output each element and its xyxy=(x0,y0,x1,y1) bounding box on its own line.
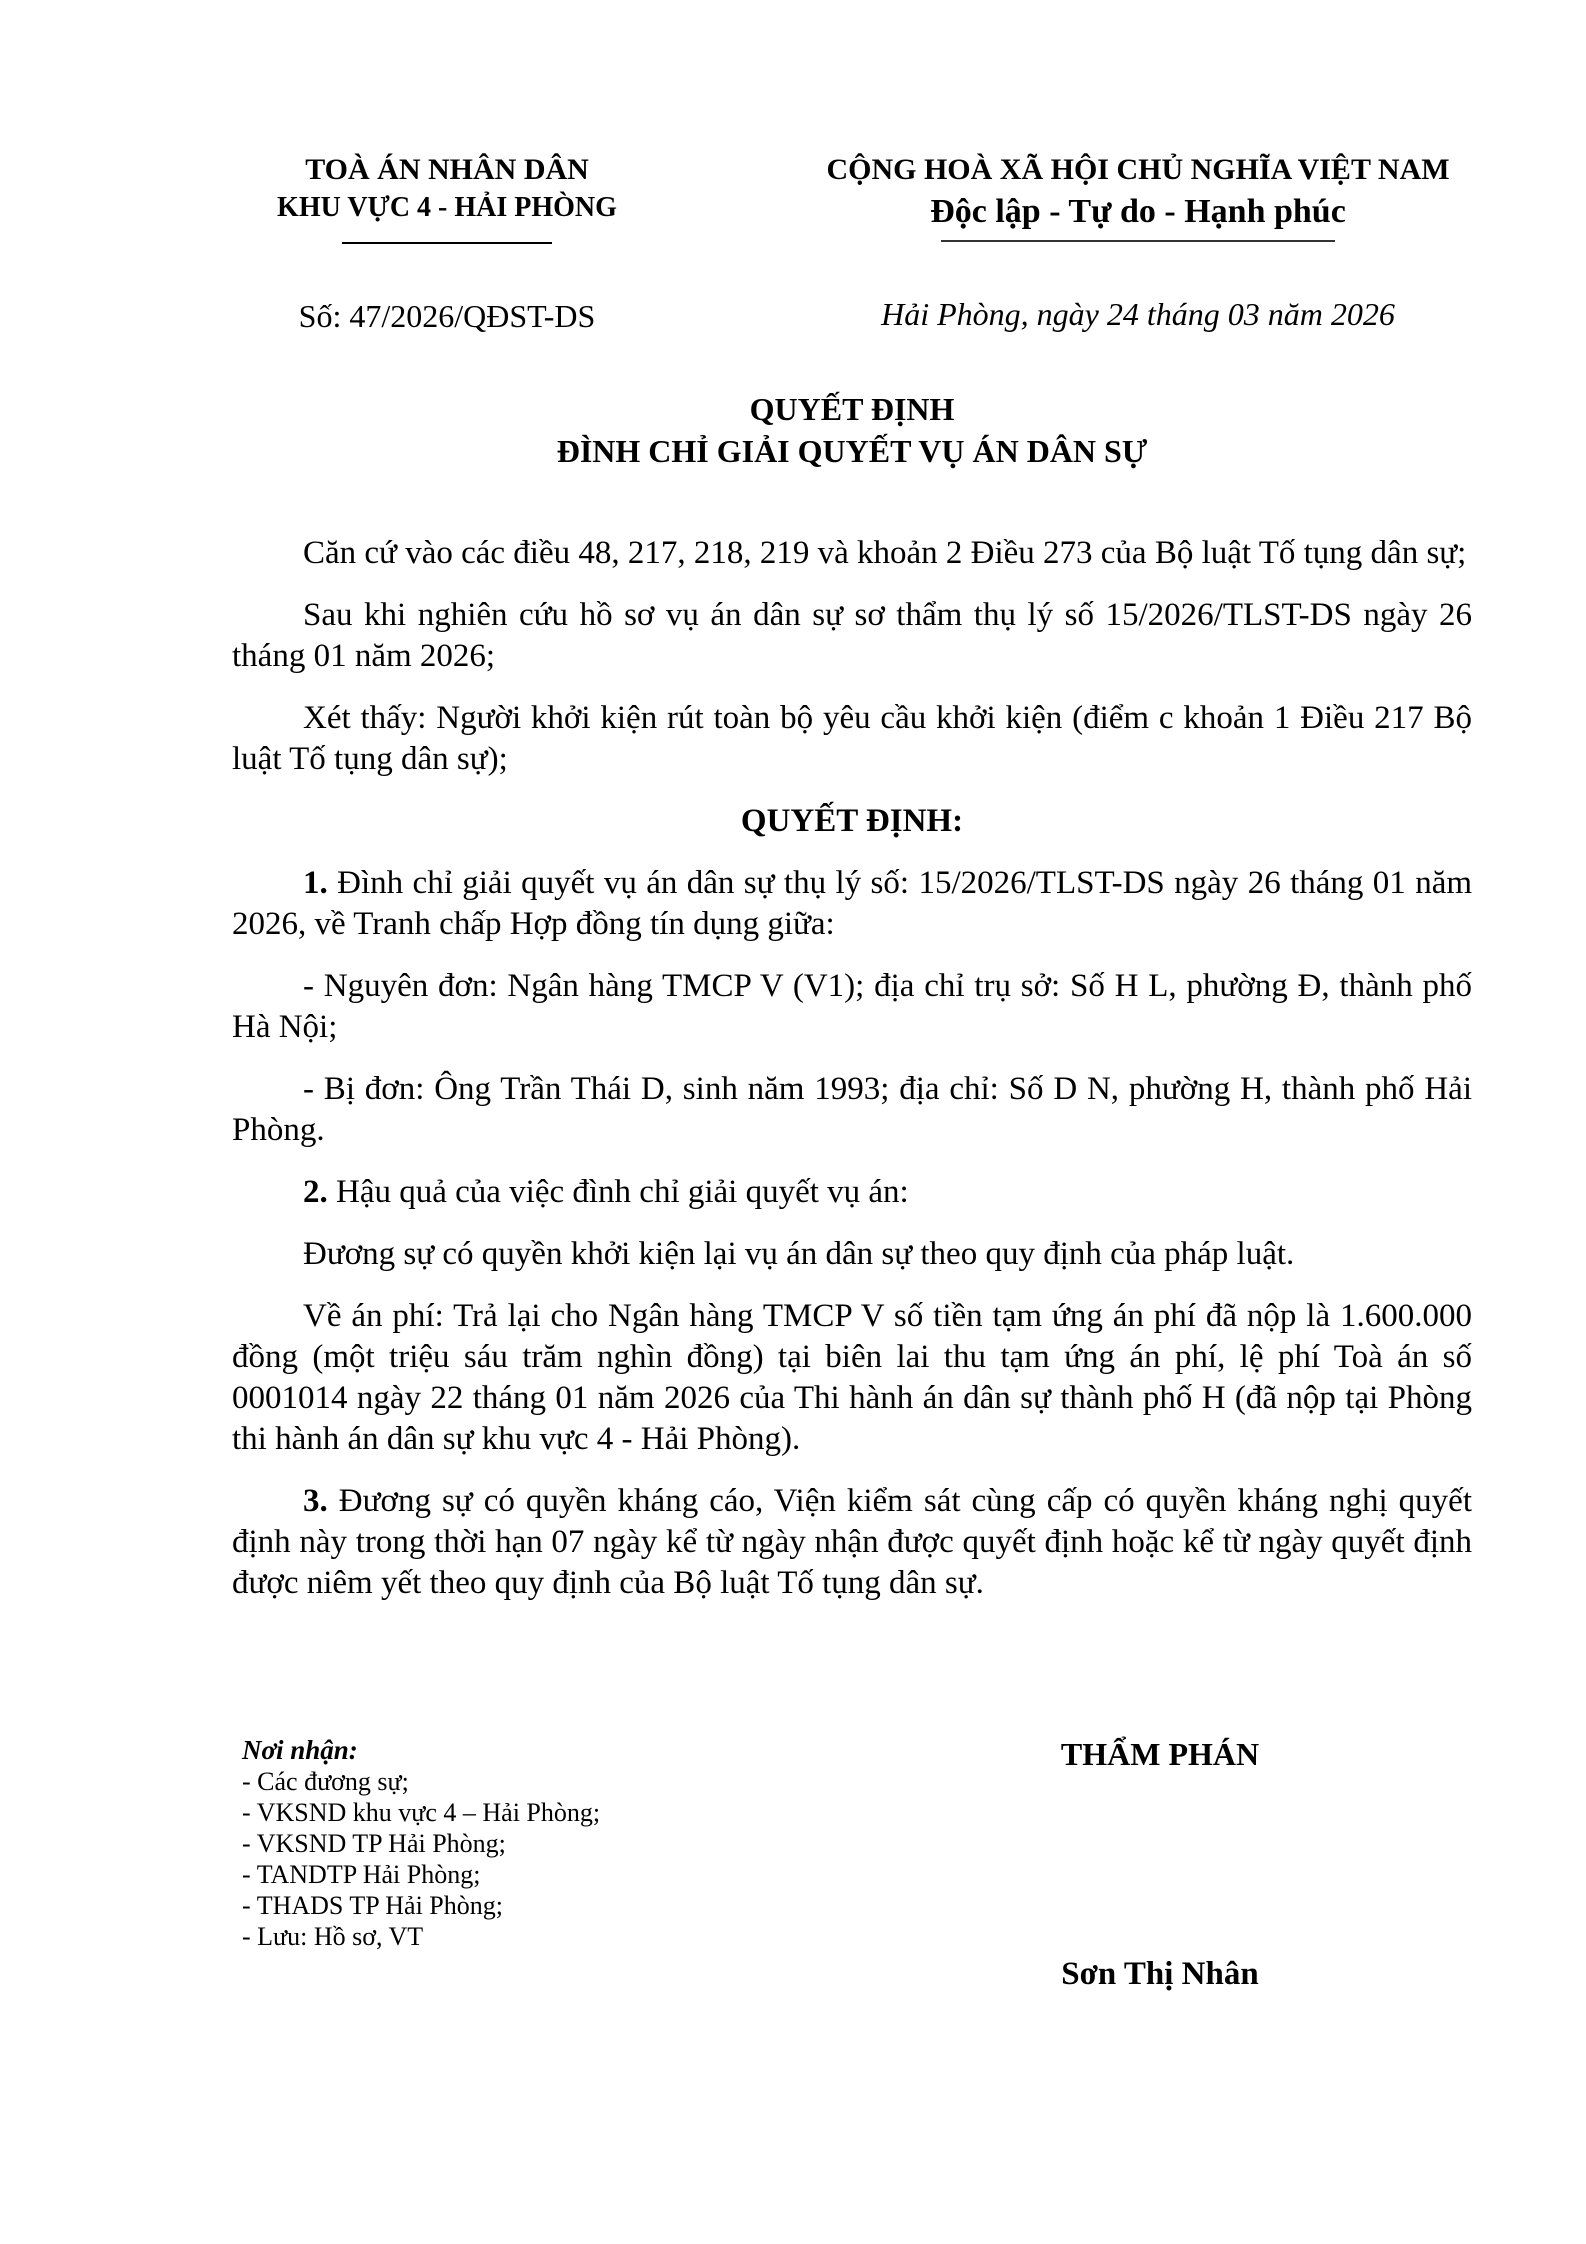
recipient-item: - VKSND TP Hải Phòng; xyxy=(242,1829,506,1858)
decision-item-1 xyxy=(232,863,1472,945)
decision-heading: QUYẾT ĐỊNH: xyxy=(740,803,964,839)
place-and-date: Hải Phòng, ngày 24 tháng 03 năm 2026 xyxy=(881,296,1395,332)
recipients-block xyxy=(242,1734,762,1952)
decision-item-3-text: Đương sự có quyền kháng cáo, Viện kiểm sát cùng cấp có quyền kháng nghị quyết định này trong thời hạn 07 ngày kể từ ngày nhận được quyết định hoặc kể từ ngày quyết định được niêm yết theo quy định của Bộ luật Tố tụng dân sự. xyxy=(232,1483,1473,1601)
decision-item-1-text: Đình chỉ giải quyết vụ án dân sự thụ lý số: 15/2026/TLST-DS ngày 26 tháng 01 năm 2026, về Tranh chấp Hợp đồng tín dụng giữa: xyxy=(232,865,1473,942)
motto-divider xyxy=(941,240,1335,242)
decision-item-2 xyxy=(232,1172,1472,1213)
defendant-info: - Bị đơn: Ông Trần Thái D, sinh năm 1993; địa chỉ: Số D N, phường H, thành phố Hải Phòng. xyxy=(232,1071,1472,1148)
recipient-item: - Lưu: Hồ sơ, VT xyxy=(242,1922,424,1951)
issuing-authority-block xyxy=(232,150,662,336)
recipient-item: - VKSND khu vực 4 – Hải Phòng; xyxy=(242,1798,601,1827)
decision-item-3 xyxy=(232,1481,1472,1604)
decision-item-3-number: 3. xyxy=(303,1483,328,1519)
signer-name: Sơn Thị Nhân xyxy=(1061,1956,1259,1992)
document-subtitle: ĐÌNH CHỈ GIẢI QUYẾT VỤ ÁN DÂN SỰ xyxy=(556,433,1148,469)
national-header-block xyxy=(790,150,1486,334)
right-to-resue: Đương sự có quyền khởi kiện lại vụ án dân sự theo quy định của pháp luật. xyxy=(303,1236,1295,1272)
authority-divider xyxy=(342,242,552,244)
national-motto: Độc lập - Tự do - Hạnh phúc xyxy=(930,193,1346,230)
document-title: QUYẾT ĐỊNH xyxy=(749,391,955,427)
signature-block xyxy=(960,1734,1360,1994)
decision-item-2-text: Hậu quả của việc đình chỉ giải quyết vụ án: xyxy=(327,1174,909,1210)
recipient-item: - THADS TP Hải Phòng; xyxy=(242,1891,503,1920)
decision-item-2-number: 2. xyxy=(303,1174,328,1210)
plaintiff-info: - Nguyên đơn: Ngân hàng TMCP V (V1); địa chỉ trụ sở: Số H L, phường Đ, thành phố Hà Nội; xyxy=(232,968,1472,1045)
signer-title: THẨM PHÁN xyxy=(1060,1736,1260,1772)
document-title-block xyxy=(232,388,1472,472)
document-number: Số: 47/2026/QĐST-DS xyxy=(298,298,596,334)
court-name: TOÀ ÁN NHÂN DÂN xyxy=(305,153,589,186)
preamble-case-review: Sau khi nghiên cứu hồ sơ vụ án dân sự sơ thẩm thụ lý số 15/2026/TLST-DS ngày 26 tháng 01 năm 2026; xyxy=(232,597,1472,674)
decision-item-1-number: 1. xyxy=(303,865,328,901)
recipient-item: - Các đương sự; xyxy=(242,1767,409,1796)
recipient-item: - TANDTP Hải Phòng; xyxy=(242,1860,481,1889)
preamble-legal-basis: Căn cứ vào các điều 48, 217, 218, 219 và khoản 2 Điều 273 của Bộ luật Tố tụng dân sự; xyxy=(303,535,1467,571)
national-name: CỘNG HOÀ XÃ HỘI CHỦ NGHĨA VIỆT NAM xyxy=(826,153,1450,186)
document-body xyxy=(232,533,1472,1604)
preamble-findings: Xét thấy: Người khởi kiện rút toàn bộ yêu cầu khởi kiện (điểm c khoản 1 Điều 217 Bộ luật Tố tụng dân sự); xyxy=(232,700,1472,777)
recipients-title: Nơi nhận: xyxy=(242,1735,358,1765)
court-region: KHU VỰC 4 - HẢI PHÒNG xyxy=(277,192,617,223)
court-fee-refund: Về án phí: Trả lại cho Ngân hàng TMCP V số tiền tạm ứng án phí đã nộp là 1.600.000 đồng (một triệu sáu trăm nghìn đồng) tại biên lai thu tạm ứng án phí, lệ phí Toà án số 0001014 ngày 22 tháng 01 năm 2026 của Thi hành án dân sự thành phố H (đã nộp tại Phòng thi hành án dân sự khu vực 4 - Hải Phòng). xyxy=(232,1298,1472,1457)
